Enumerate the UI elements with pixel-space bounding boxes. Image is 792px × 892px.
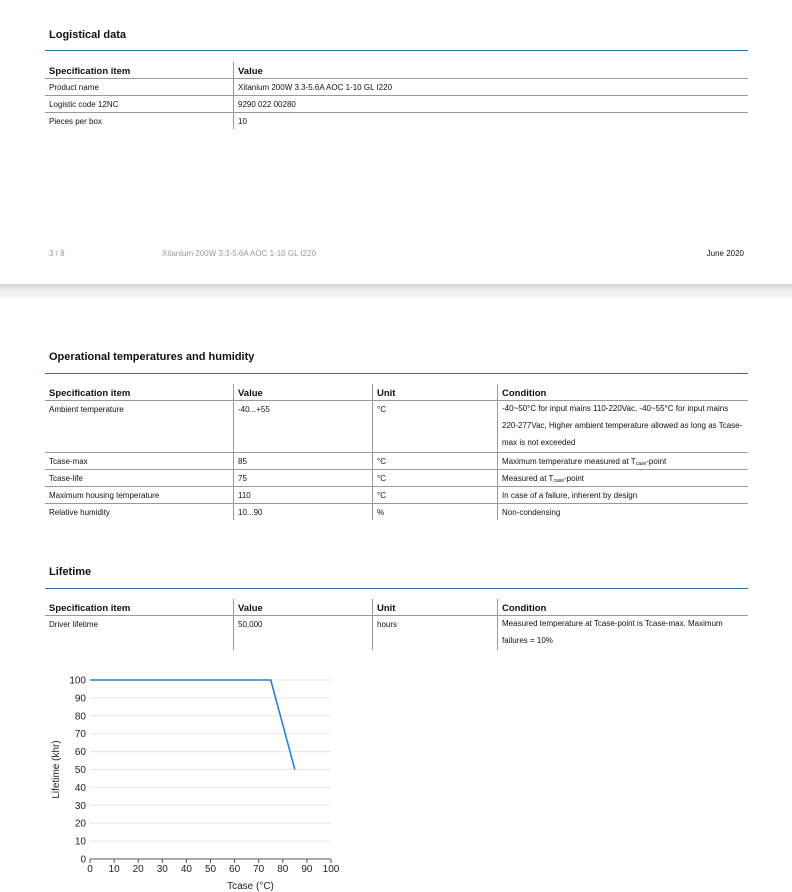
logistical-table: [45, 62, 748, 129]
table-row: [45, 401, 748, 453]
spec-value: 9290 022 00280: [238, 100, 296, 109]
table-row: [45, 96, 748, 113]
spec-item: Driver lifetime: [49, 620, 98, 629]
spec-value: 110: [238, 491, 251, 500]
y-tick-label: 70: [74, 729, 86, 741]
page-3: [0, 0, 792, 284]
spec-item: Pieces per box: [49, 117, 102, 126]
header-condition: Condition: [502, 388, 547, 399]
spec-item: Maximum housing temperature: [49, 491, 160, 500]
spec-value: 85: [238, 457, 247, 466]
table-header-row: [45, 599, 748, 616]
spec-condition: Measured temperature at Tcase-point is Tcase-max. Maximum failures = 10%: [502, 619, 723, 645]
table-row: [45, 470, 748, 487]
footer-page-number: 3 / 8: [49, 249, 65, 258]
x-tick-label: 0: [87, 864, 93, 875]
spec-item: Relative humidity: [49, 508, 110, 517]
section-rule: [45, 588, 748, 589]
y-tick-label: 60: [74, 747, 86, 759]
x-axis-label: Tcase (°C): [227, 881, 274, 892]
x-tick-label: 90: [301, 864, 313, 875]
spec-item: Product name: [49, 83, 99, 92]
spec-unit: %: [377, 508, 385, 517]
y-tick-label: 10: [74, 836, 86, 848]
spec-condition: Maximum temperature measured at $T_{case}$-point: [502, 457, 667, 467]
x-tick-label: 100: [322, 864, 340, 875]
spec-unit: °C: [377, 457, 386, 466]
header-value: Value: [238, 603, 263, 614]
y-tick-label: 20: [74, 818, 86, 830]
y-tick-label: 90: [74, 693, 86, 705]
x-tick-label: 60: [229, 864, 241, 875]
spec-item: Ambient temperature: [49, 405, 124, 414]
spec-unit: °C: [377, 474, 386, 483]
spec-condition: Measured at $T_{case}$-point: [502, 474, 585, 484]
spec-value: 10...90: [238, 508, 263, 517]
spec-condition: Non-condensing: [502, 508, 561, 517]
y-axis-label: Lifetime (khr): [51, 740, 62, 799]
table-header-row: [45, 384, 748, 401]
spec-value: 75: [238, 474, 247, 483]
header-unit: Unit: [377, 388, 396, 399]
section-rule: [45, 50, 748, 51]
table-row: [45, 616, 748, 650]
table-row: [45, 113, 748, 129]
page-separator: [0, 284, 792, 298]
header-specification-item: Specification item: [49, 66, 131, 77]
table-row: [45, 79, 748, 96]
header-condition: Condition: [502, 603, 547, 614]
spec-condition: -40~50°C for input mains 110-220Vac, -40~55°C for input mains 220-277Vac, Higher ambient temperature allowed as long as Tcase-max is not exceeded: [502, 404, 743, 447]
y-tick-label: 30: [74, 800, 86, 812]
x-tick-label: 20: [132, 864, 144, 875]
section-title-operational: Operational temperatures and humidity: [49, 351, 255, 363]
y-tick-label: 40: [74, 782, 86, 794]
series-line: [90, 680, 295, 770]
x-tick-label: 50: [204, 864, 217, 875]
spec-value: 10: [238, 117, 247, 126]
spec-item: Tcase-max: [49, 457, 88, 466]
x-tick-label: 30: [156, 864, 168, 875]
spec-value: 50,000: [238, 620, 263, 629]
lifetime-chart: [45, 660, 345, 892]
operational-table: [45, 384, 748, 520]
spec-value: -40...+55: [238, 405, 270, 414]
spec-condition: In case of a failure, inherent by design: [502, 491, 638, 500]
header-value: Value: [238, 388, 263, 399]
spec-unit: °C: [377, 491, 386, 500]
y-tick-label: 0: [80, 854, 86, 866]
table-row: [45, 504, 748, 520]
lifetime-table: [45, 599, 748, 650]
spec-value: Xitanium 200W 3.3-5.6A AOC 1-10 GL I220: [238, 83, 393, 92]
header-specification-item: Specification item: [49, 603, 131, 614]
footer-date: June 2020: [706, 249, 744, 258]
header-specification-item: Specification item: [49, 388, 131, 399]
header-value: Value: [238, 66, 263, 77]
spec-item: Tcase-life: [49, 474, 83, 483]
table-row: [45, 453, 748, 470]
section-title-logistical: Logistical data: [49, 29, 127, 41]
section-rule: [45, 373, 748, 374]
header-unit: Unit: [377, 603, 396, 614]
page-4: [0, 298, 792, 892]
table-header-row: [45, 62, 748, 79]
y-tick-label: 100: [69, 675, 86, 687]
x-tick-label: 40: [180, 864, 192, 875]
table-row: [45, 487, 748, 504]
spec-unit: °C: [377, 405, 386, 414]
section-title-lifetime: Lifetime: [49, 566, 92, 578]
footer-product-name: Xitanium 200W 3.3-5.6A AOC 1-10 GL I220: [162, 249, 317, 258]
x-tick-label: 80: [277, 864, 289, 875]
x-tick-label: 70: [253, 864, 265, 875]
spec-unit: hours: [377, 620, 398, 629]
y-tick-label: 80: [74, 711, 86, 723]
y-tick-label: 50: [74, 765, 86, 776]
x-tick-label: 10: [108, 864, 120, 875]
spec-item: Logistic code 12NC: [49, 100, 119, 109]
